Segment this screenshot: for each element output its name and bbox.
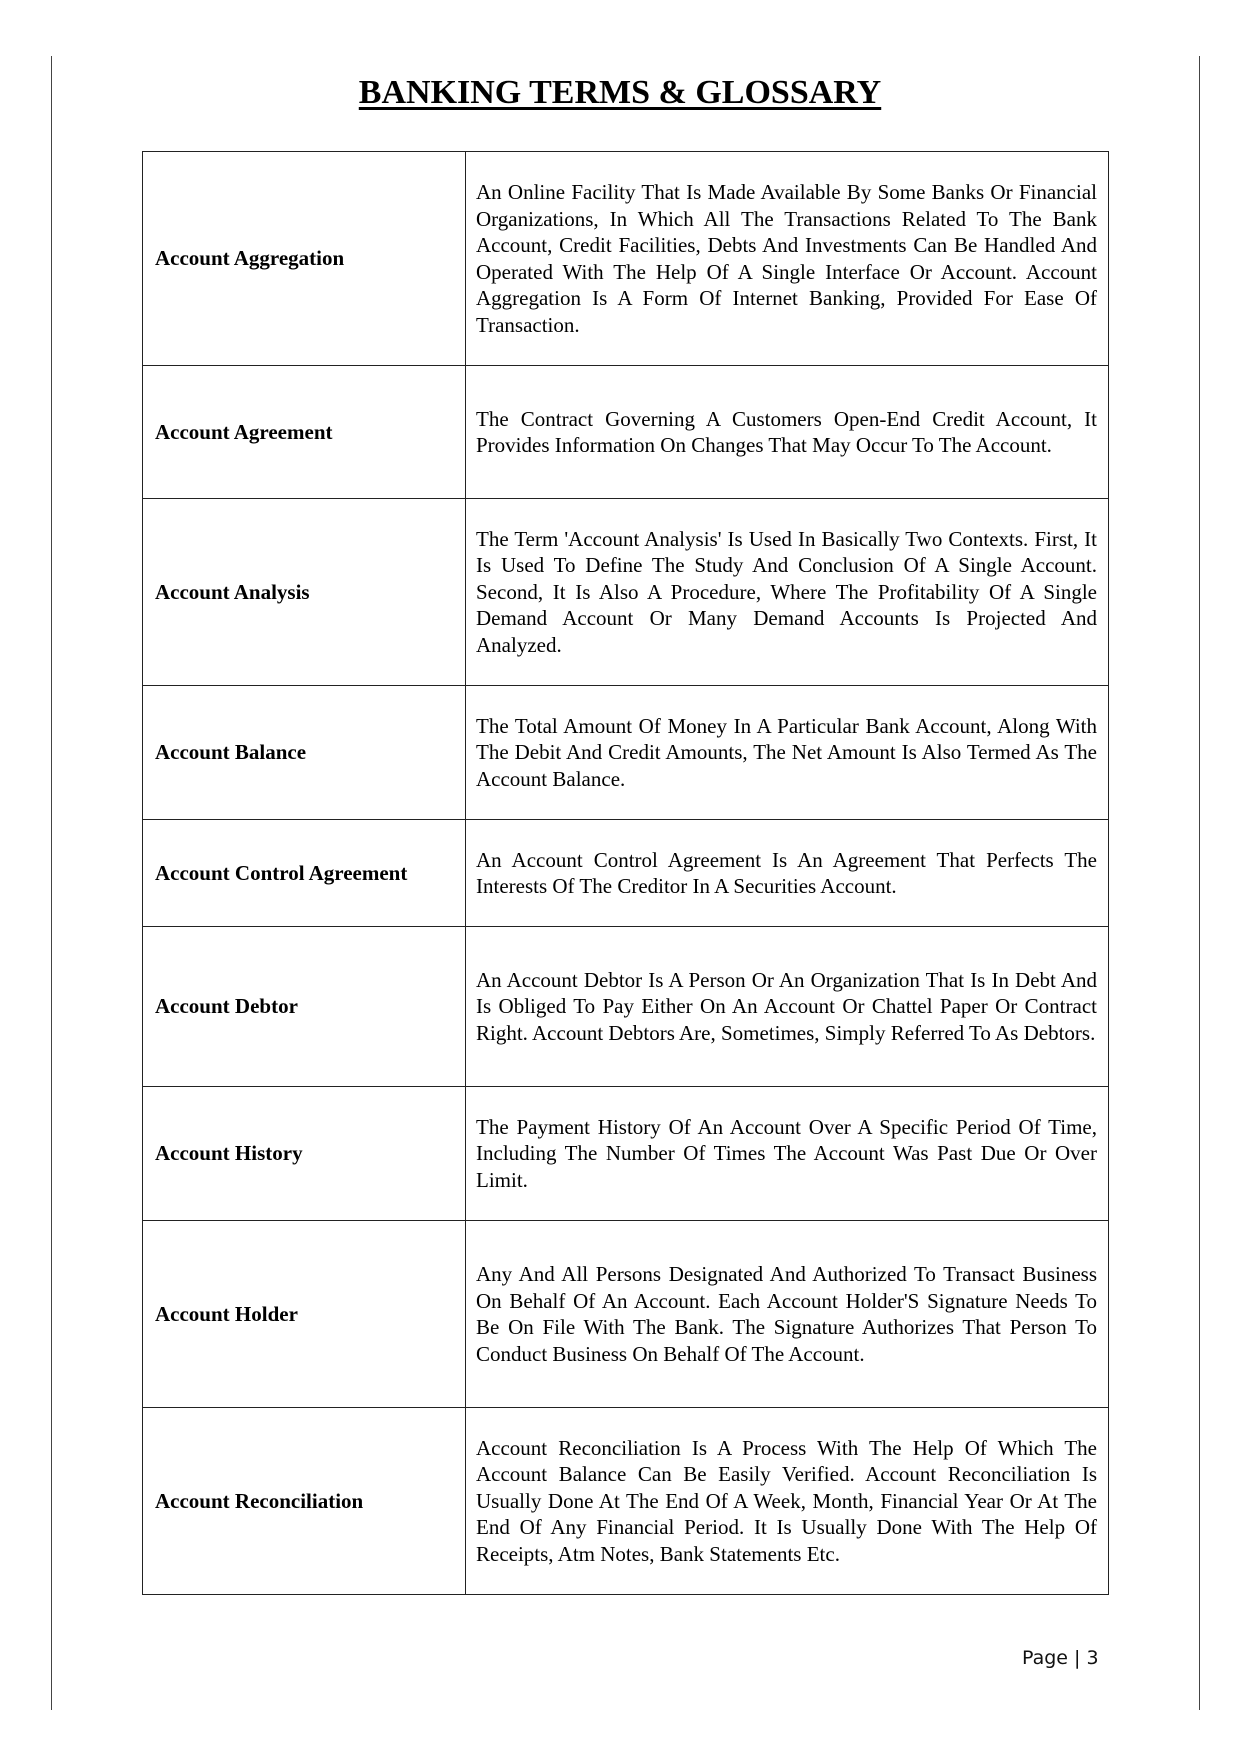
glossary-definition: The Contract Governing A Customers Open-End Credit Account, It Provides Information On Changes That May Occur To The Account.	[466, 366, 1109, 499]
glossary-row	[143, 152, 1109, 366]
glossary-row	[143, 1087, 1109, 1221]
glossary-term: Account Control Agreement	[143, 820, 466, 927]
page-title-text: BANKING TERMS & GLOSSARY	[358, 74, 882, 111]
glossary-definition: An Online Facility That Is Made Available By Some Banks Or Financial Organizations, In Which All The Transactions Related To The Bank Account, Credit Facilities, Debts And Investments Can Be Handled And Operated With The Help Of A Single Interface Or Account. Account Aggregation Is A Form Of Internet Banking, Provided For Ease Of Transaction.	[466, 152, 1109, 366]
page-border-left	[51, 56, 52, 1710]
glossary-definition: Any And All Persons Designated And Authorized To Transact Business On Behalf Of An Account. Each Account Holder'S Signature Needs To Be On File With The Bank. The Signature Authorizes That Person To Conduct Business On Behalf Of The Account.	[466, 1221, 1109, 1408]
glossary-term: Account History	[143, 1087, 466, 1221]
glossary-term: Account Debtor	[143, 927, 466, 1087]
glossary-row	[143, 927, 1109, 1087]
glossary-row	[143, 1408, 1109, 1595]
page-border-right	[1199, 56, 1200, 1710]
glossary-term: Account Reconciliation	[143, 1408, 466, 1595]
glossary-row	[143, 366, 1109, 499]
glossary-definition: Account Reconciliation Is A Process With The Help Of Which The Account Balance Can Be Easily Verified. Account Reconciliation Is Usually Done At The End Of A Week, Month, Financial Year Or At The End Of Any Financial Period. It Is Usually Done With The Help Of Receipts, Atm Notes, Bank Statements Etc.	[466, 1408, 1109, 1595]
glossary-table	[142, 151, 1109, 1595]
glossary-definition: An Account Control Agreement Is An Agreement That Perfects The Interests Of The Creditor In A Securities Account.	[466, 820, 1109, 927]
glossary-row	[143, 499, 1109, 686]
glossary-definition: An Account Debtor Is A Person Or An Organization That Is In Debt And Is Obliged To Pay Either On An Account Or Chattel Paper Or Contract Right. Account Debtors Are, Sometimes, Simply Referred To As Debtors.	[466, 927, 1109, 1087]
page-title	[0, 74, 1240, 112]
glossary-term: Account Holder	[143, 1221, 466, 1408]
glossary-row	[143, 1221, 1109, 1408]
glossary-term: Account Analysis	[143, 499, 466, 686]
glossary-term: Account Balance	[143, 686, 466, 820]
glossary-term: Account Aggregation	[143, 152, 466, 366]
glossary-definition: The Term 'Account Analysis' Is Used In Basically Two Contexts. First, It Is Used To Define The Study And Conclusion Of A Single Account. Second, It Is Also A Procedure, Where The Profitability Of A Single Demand Account Or Many Demand Accounts Is Projected And Analyzed.	[466, 499, 1109, 686]
glossary-term: Account Agreement	[143, 366, 466, 499]
glossary-row	[143, 820, 1109, 927]
glossary-row	[143, 686, 1109, 820]
glossary-definition: The Total Amount Of Money In A Particular Bank Account, Along With The Debit And Credit Amounts, The Net Amount Is Also Termed As The Account Balance.	[466, 686, 1109, 820]
page-number: Page | 3	[1022, 1647, 1099, 1669]
glossary-definition: The Payment History Of An Account Over A Specific Period Of Time, Including The Number Of Times The Account Was Past Due Or Over Limit.	[466, 1087, 1109, 1221]
